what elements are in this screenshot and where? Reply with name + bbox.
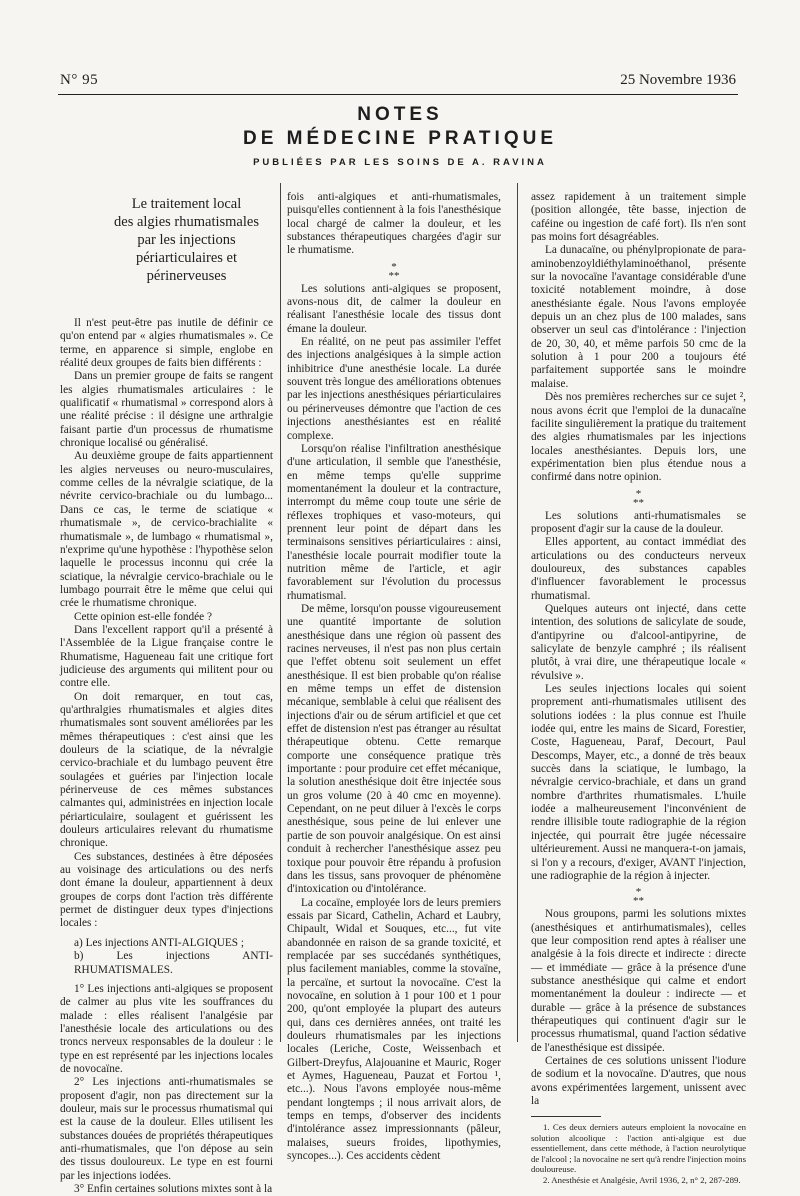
paragraph: fois anti-algiques et anti-rhumatismales, puisqu'elles contiennent à la fois l'anesthésique local chargé de calmer la douleur, et les substances thérapeutiques chargées d'agir sur le rhumatisme. — [287, 191, 501, 257]
paragraph: Cette opinion est-elle fondée ? — [74, 610, 213, 623]
paragraph: Dans un premier groupe de faits se rangent les algies rhumatismales articulaires : le qualificatif « rhumatismal » correspond alors à une réalité précise : il désigne une arthralgie faisant partie d'un processus de rhumatisme chronique localisé ou généralisé. — [60, 370, 273, 450]
paragraph: En réalité, on ne peut pas assimiler l'effet des injections analgésiques à la simple action inhibitrice d'une anesthésie locale. La durée souvent très longue des améliorations obtenues par les injections anesthésiques périarticulaires ou périnerveuses démontre que l'action de ces injections anesthésiantes est en réalité complexe. — [287, 336, 501, 442]
paragraph: 1° Les injections anti-algiques se proposent de calmer au plus vite les souffrances du malade : elles réalisent l'analgésie par l'anesthésie locale des articulations ou des troncs nerveux responsables de la douleur : le type en est représenté par les injections locales de novocaïne. — [60, 982, 273, 1075]
paragraph: Ces substances, destinées à être déposées au voisinage des articulations ou des nerfs dont émane la douleur, appartiennent à deux groupes de corps dont l'action très différente permet de distinguer deux types d'injections locales : — [60, 850, 273, 930]
paragraph: 2° Les injections anti-rhumatismales se proposent d'agir, non pas directement sur la douleur, mais sur le processus rhumatismal qui est la cause de la douleur. Elles utilisent les substances douées de propriétés thérapeutiques anti-rhumatismales, que l'on dépose au sein des tissus douloureux. Le type en est fourni par les injections iodées. — [60, 1076, 273, 1182]
paragraph: On doit remarquer, en tout cas, qu'arthralgies rhumatismales et algies dites rhumatismales sont souvent améliorées par les mêmes thérapeutiques : c'est ainsi que les douleurs de la sciatique, de la névralgie cervico-brachiale et du lumbago peuvent être soulagées et guéries par l'injection locale périnerveuse de ces mêmes substances calmantes qui, administrées en injection locale périarticulaire, soulagent et guérissent les douleurs articulaires relevant du rhumatisme chronique. — [60, 690, 273, 850]
column-2 — [287, 191, 501, 1163]
paragraph: La cocaïne, employée lors de leurs premiers essais par Sicard, Cathelin, Achard et Laubry, Chipault, Widal et Souques, etc..., fut vite abandonnée en raison de sa grande toxicité, et remplacée par ses succédanés synthétiques, plus facilement maniables, comme la stovaïne, la percaïne, et surtout la novocaïne. C'est la novocaïne, en solution à 1 pour 100 et 1 pour 200, qu'ont employée la plupart des auteurs qui, dans ces dernières années, ont traité les douleurs rhumatismales par les injections locales (Leriche, Coste, Weissenbach et Gilbert-Dreyfus, Alajouanine et Mauric, Roger et Aymes, Hagueneau, Pauzat et Fortou ¹, etc...). Nous l'avons employée nous-même pendant longtemps ; il nous arrivait alors, de temps en temps, d'observer des incidents d'intolérance assez impressionnants (pâleur, malaises, sueurs froides, lipothymies, syncopes...). Ces accidents cèdent — [287, 896, 501, 1163]
masthead-title-line2: DE MÉDECINE PRATIQUE — [242, 128, 557, 149]
column-3 — [531, 191, 746, 1185]
paragraph: Les solutions anti-algiques se proposent, avons-nous dit, de calmer la douleur en réalisant l'anesthésie locale des tissus dont émane la douleur. — [287, 282, 501, 335]
paragraph: assez rapidement à un traitement simple (position allongée, tête basse, injection de caféine ou ingestion de café fort). Ils n'en sont pas moins fort désagréables. — [531, 191, 746, 244]
paragraph: La dunacaïne, ou phénylpropionate de para-aminobenzoyldiéthylaminoéthanol, présente sur la novocaïne l'avantage considérable d'une toxicité notablement moindre, à dose anesthésiante égale. Nous l'avons employée depuis un an chez plus de 100 malades, sans observer un seul cas d'intolérance : l'injection de 20, 30, 40, et même parfois 50 cmc de la solution à 1 pour 200 a toujours été parfaitement supportée sans le moindre malaise. — [531, 244, 746, 390]
footnote: 2. Anesthésie et Analgésie, Avril 1936, 2, n° 2, 287-289. — [543, 1174, 741, 1185]
footnote: 1. Ces deux derniers auteurs emploient la novocaïne en solution alcoolique : l'action anti-algique est due essentiellement, dans cette méthode, à l'action neurolytique de l'alcool ; la novocaïne ne sert qu'à rendre l'injection moins douloureuse. — [531, 1122, 746, 1175]
section-separator-stars: * ** — [633, 886, 644, 908]
paragraph: Nous groupons, parmi les solutions mixtes (anesthésiques et antirhumatismales), celles que leur composition rend aptes à réaliser une analgésie à la fois directe et indirecte : directe — et immédiate — grâce à la présence d'une substance anesthésique qui calme et endort momentanément la douleur : indirecte — et durable — grâce à la présence de substances thérapeutiques qui continuent d'agir sur le processus rhumatismal, quand l'action sédative de l'anesthésique est dissipée. — [531, 908, 746, 1054]
section-separator-stars: * ** — [633, 487, 644, 509]
footnotes — [531, 1122, 746, 1185]
header-rule — [58, 94, 738, 95]
paragraph: Dès nos premières recherches sur ce sujet ², nous avons écrit que l'emploi de la dunacaïne facilite singulièrement la pratique du traitement des algies rhumatismales par les injections locales anesthésiantes. Depuis lors, une expérimentation bien plus étendue nous a confirmé dans notre opinion. — [531, 391, 746, 484]
article-title-line: périarticulaires et périnerveuses — [135, 250, 238, 284]
page-number: N° 95 — [60, 72, 99, 88]
paragraph: Il n'est peut-être pas inutile de définir ce qu'on entend par « algies rhumatismales ». Ce terme, en apparence si simple, englobe en réalité deux groupes de faits bien différents : — [60, 317, 273, 370]
paragraph: Les solutions anti-rhumatismales se proposent d'agir sur la cause de la douleur. — [531, 509, 746, 535]
paragraph: Quelques auteurs ont injecté, dans cette intention, des solutions de salicylate de soude, d'antipyrine ou d'alcool-antipyrine, de salicylate de benzyle camphré ; ils réalisent plutôt, à vrai dire, une thérapeutique locale « révulsive ». — [531, 602, 746, 682]
article-title-line: des algies rhumatismales — [114, 214, 259, 230]
paragraph: Dans l'excellent rapport qu'il a présenté à l'Assemblée de la Ligue française contre le Rhumatisme, Hagueneau fait une critique fort judicieuse des arguments qui militent pour ou contre elle. — [60, 623, 273, 690]
list-item: b) Les injections ANTI-RHUMATISMALES. — [74, 950, 273, 976]
paragraph: Elles apportent, au contact immédiat des articulations ou des conducteurs nerveux douloureux, des substances capables d'influencer favorablement le processus rhumatismal. — [531, 536, 746, 602]
column-divider-1 — [280, 183, 281, 1042]
footnote-rule — [531, 1116, 601, 1117]
column-1 — [60, 191, 273, 1196]
article-title — [106, 195, 267, 285]
paragraph: Certaines de ces solutions unissent l'iodure de sodium et la novocaïne. D'autres, que nous avons expérimentées largement, unissent avec la — [531, 1054, 746, 1107]
paragraph: 3° Enfin certaines solutions mixtes sont à la — [74, 1183, 273, 1195]
list-item: a) Les injections ANTI-ALGIQUES ; — [74, 936, 245, 949]
masthead — [0, 104, 800, 168]
paragraph: Lorsqu'on réalise l'infiltration anesthésique d'une articulation, il semble que l'anesthésie, en même temps qu'elle supprime momentanément la douleur et la contracture, interrompt du même coup toute une série de réflexes trophiques et vaso-moteurs, qui prennent leur point de départ dans les terminaisons sensitives périarticulaires : ainsi, l'anesthésie locale pourrait modifier toute la nutrition même de l'article, et agir favorablement sur l'évolution du processus rhumatismal. — [287, 442, 501, 602]
masthead-title-line1: NOTES — [357, 104, 443, 125]
paragraph: Les seules injections locales qui soient proprement anti-rhumatismales utilisent des solutions iodées : la plus connue est l'huile iodée qui, entre les mains de Sicard, Forestier, Coste, Hagueneau, Paraf, Decourt, Paul Descomps, Mayer, etc., a donné de très beaux succès dans la sciatique, le lumbago, la névralgie cervico-brachiale, et dans un grand nombre d'arthrites rhumatismales. L'huile iodée a malheureusement l'inconvénient de rendre illisible toute radiographie de la région injectée, qui pourrait être jugée nécessaire ultérieurement. Aussi ne manquera-t-on jamais, si l'on y a recours, d'exiger, AVANT l'injection, une radiographie de la région à injecter. — [531, 683, 746, 882]
article-title-line: par les injections — [137, 232, 236, 248]
issue-date: 25 Novembre 1936 — [620, 72, 736, 88]
paragraph: De même, lorsqu'on pousse vigoureusement une quantité importante de solution anesthésique dans une région où passent des racines nerveuses, il n'est pas non plus certain que l'effet obtenu soit seulement un effet anesthésique. Il est bien probable qu'on réalise en même temps un effet de distension mécanique, semblable à celui que réalisent des injections d'air ou de sérum artificiel et que cet effet de distension n'est pas étranger au résultat thérapeutique obtenu. Cette remarque comporte une conséquence pratique très importante : pour produire cet effet mécanique, la solution anesthésique doit être injectée sous un gros volume (20 à 40 cmc en moyenne). Cependant, on ne peut diluer à l'excès le corps anesthésique, sous peine de lui enlever une partie de son pouvoir analgésique. On est ainsi conduit à rechercher l'anesthésique assez peu toxique pour pouvoir être répandu à profusion dans les tissus, sans provoquer de phénomène d'intoxication ou d'intolérance. — [287, 602, 501, 896]
paragraph: Au deuxième groupe de faits appartiennent les algies nerveuses ou neuro-musculaires, comme celles de la névralgie sciatique, de la névrite cervico-brachiale ou du lumbago... Dans ce cas, le terme de sciatique « rhumatismale », de cervico-brachialite « rhumatismale », de lumbago « rhumatismal », n'exprime qu'une hypothèse : l'hypothèse selon laquelle le processus inconnu qui crée la sciatique, la névralgie cervico-brachiale ou le lumbago pourrait être le même que celui qui crée le rhumatisme chronique. — [60, 450, 273, 610]
masthead-subtitle: PUBLIÉES PAR LES SOINS DE A. RAVINA — [253, 157, 547, 168]
section-separator-stars: * ** — [388, 260, 400, 282]
column-divider-2 — [517, 183, 518, 1042]
article-title-line: Le traitement local — [131, 196, 242, 212]
